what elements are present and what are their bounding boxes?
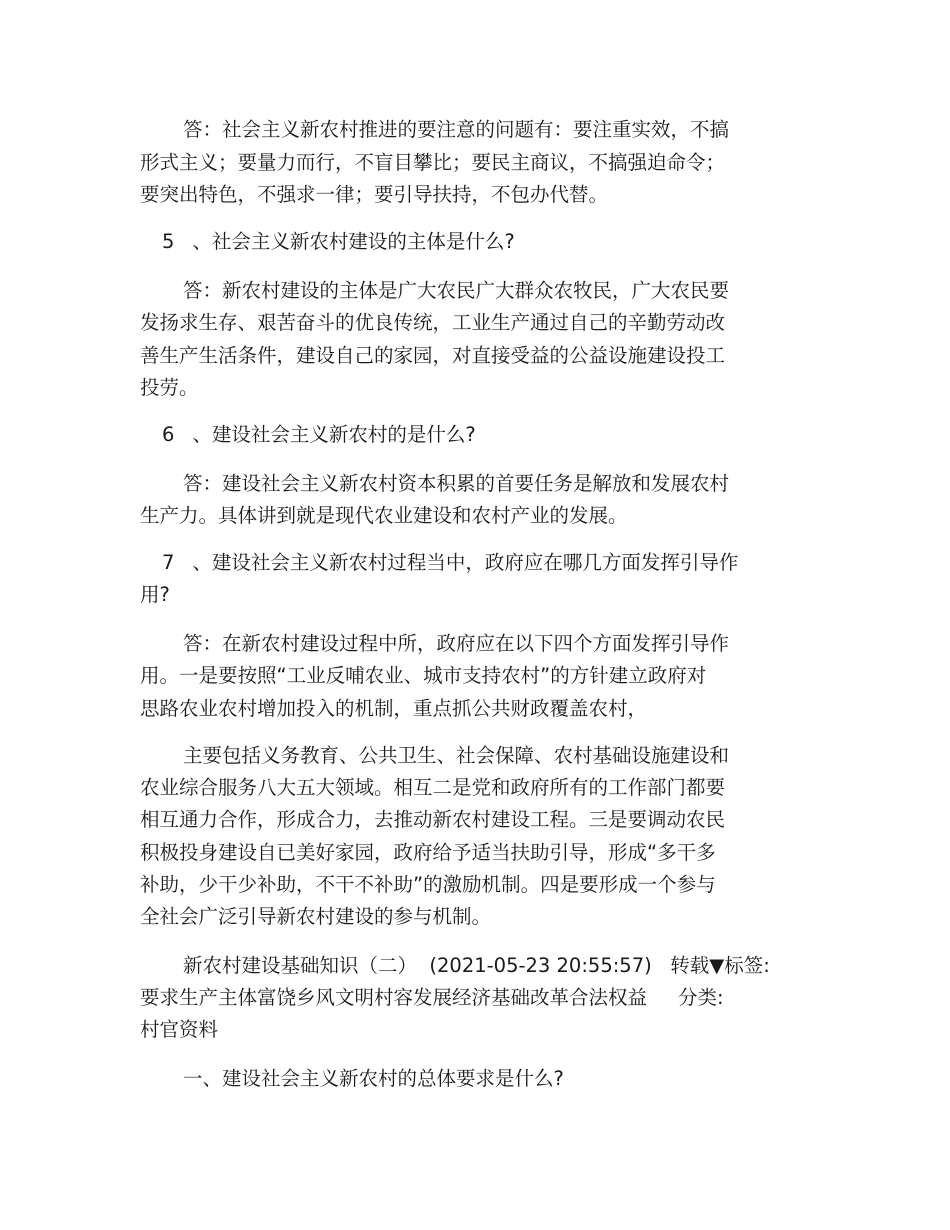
question-text: 、建设社会主义新农村过程当中，政府应在哪几方面发挥引导作 [192, 551, 739, 574]
answer-5-line-1: 答：新农村建设的主体是广大农民广大群众农牧民，广大农民要 [183, 279, 730, 302]
question-text: 、社会主义新农村建设的主体是什么? [192, 230, 515, 253]
answer-4-line-3: 要突出特色，不强求一律；要引导扶持，不包办代替。 [140, 183, 609, 206]
body-line-2: 农业综合服务八大五大领域。相互二是党和政府所有的工作部门都要 [140, 776, 726, 799]
answer-7-line-3: 思路农业农村增加投入的机制，重点抓公共财政覆盖农村， [140, 697, 648, 720]
answer-5-line-2: 发扬求生存、艰苦奋斗的优良传统，工业生产通过自己的辛勤劳动改 [140, 311, 726, 334]
question-text: 、建设社会主义新农村的是什么? [192, 423, 476, 446]
body-line-5: 补助，少干少补助，不干不补助”的激励机制。四是要形成一个参与 [140, 873, 716, 896]
answer-4-line-2: 形式主义；要量力而行，不盲目攀比；要民主商议，不搞强迫命令； [140, 151, 726, 174]
answer-4-line-1: 答：社会主义新农村推进的要注意的问题有：要注重实效，不搞 [183, 118, 730, 141]
meta-line-3: 村官资料 [140, 1018, 219, 1041]
question-7-cont: 用? [140, 583, 170, 606]
answer-5-line-3: 善生产生活条件，建设自己的家园，对直接受益的公益设施建设投工 [140, 344, 726, 367]
question-number: 6 [162, 423, 175, 446]
answer-5-line-4: 投劳。 [140, 376, 199, 399]
answer-7-line-2: 用。一是要按照“工业反哺农业、城市支持农村”的方针建立政府对 [140, 664, 707, 687]
meta-line-1: 新农村建设基础知识（二） (2021-05-23 20:55:57) 转载▼标签: [183, 954, 770, 977]
meta-line-2: 要求生产主体富饶乡风文明村容发展经济基础改革合法权益 分类: [140, 986, 724, 1009]
body-line-4: 积极投身建设自已美好家园，政府给予适当扶助引导，形成“多干多 [140, 841, 716, 864]
question-5 [162, 232, 515, 252]
question-number: 5 [162, 230, 175, 253]
body-line-3: 相互通力合作，形成合力，去推动新农村建设工程。三是要调动农民 [140, 808, 726, 831]
section-question-1: 一、建设社会主义新农村的总体要求是什么? [183, 1067, 564, 1090]
question-6 [162, 425, 476, 445]
answer-6-line-1: 答：建设社会主义新农村资本积累的首要任务是解放和发展农村 [183, 472, 730, 495]
answer-6-line-2: 生产力。具体讲到就是现代农业建设和农村产业的发展。 [140, 504, 628, 527]
body-line-6: 全社会广泛引导新农村建设的参与机制。 [140, 905, 492, 928]
question-7 [162, 553, 738, 573]
body-line-1: 主要包括义务教育、公共卫生、社会保障、农村基础设施建设和 [183, 744, 730, 767]
question-number: 7 [162, 551, 175, 574]
answer-7-line-1: 答：在新农村建设过程中所，政府应在以下四个方面发挥引导作 [183, 632, 730, 655]
